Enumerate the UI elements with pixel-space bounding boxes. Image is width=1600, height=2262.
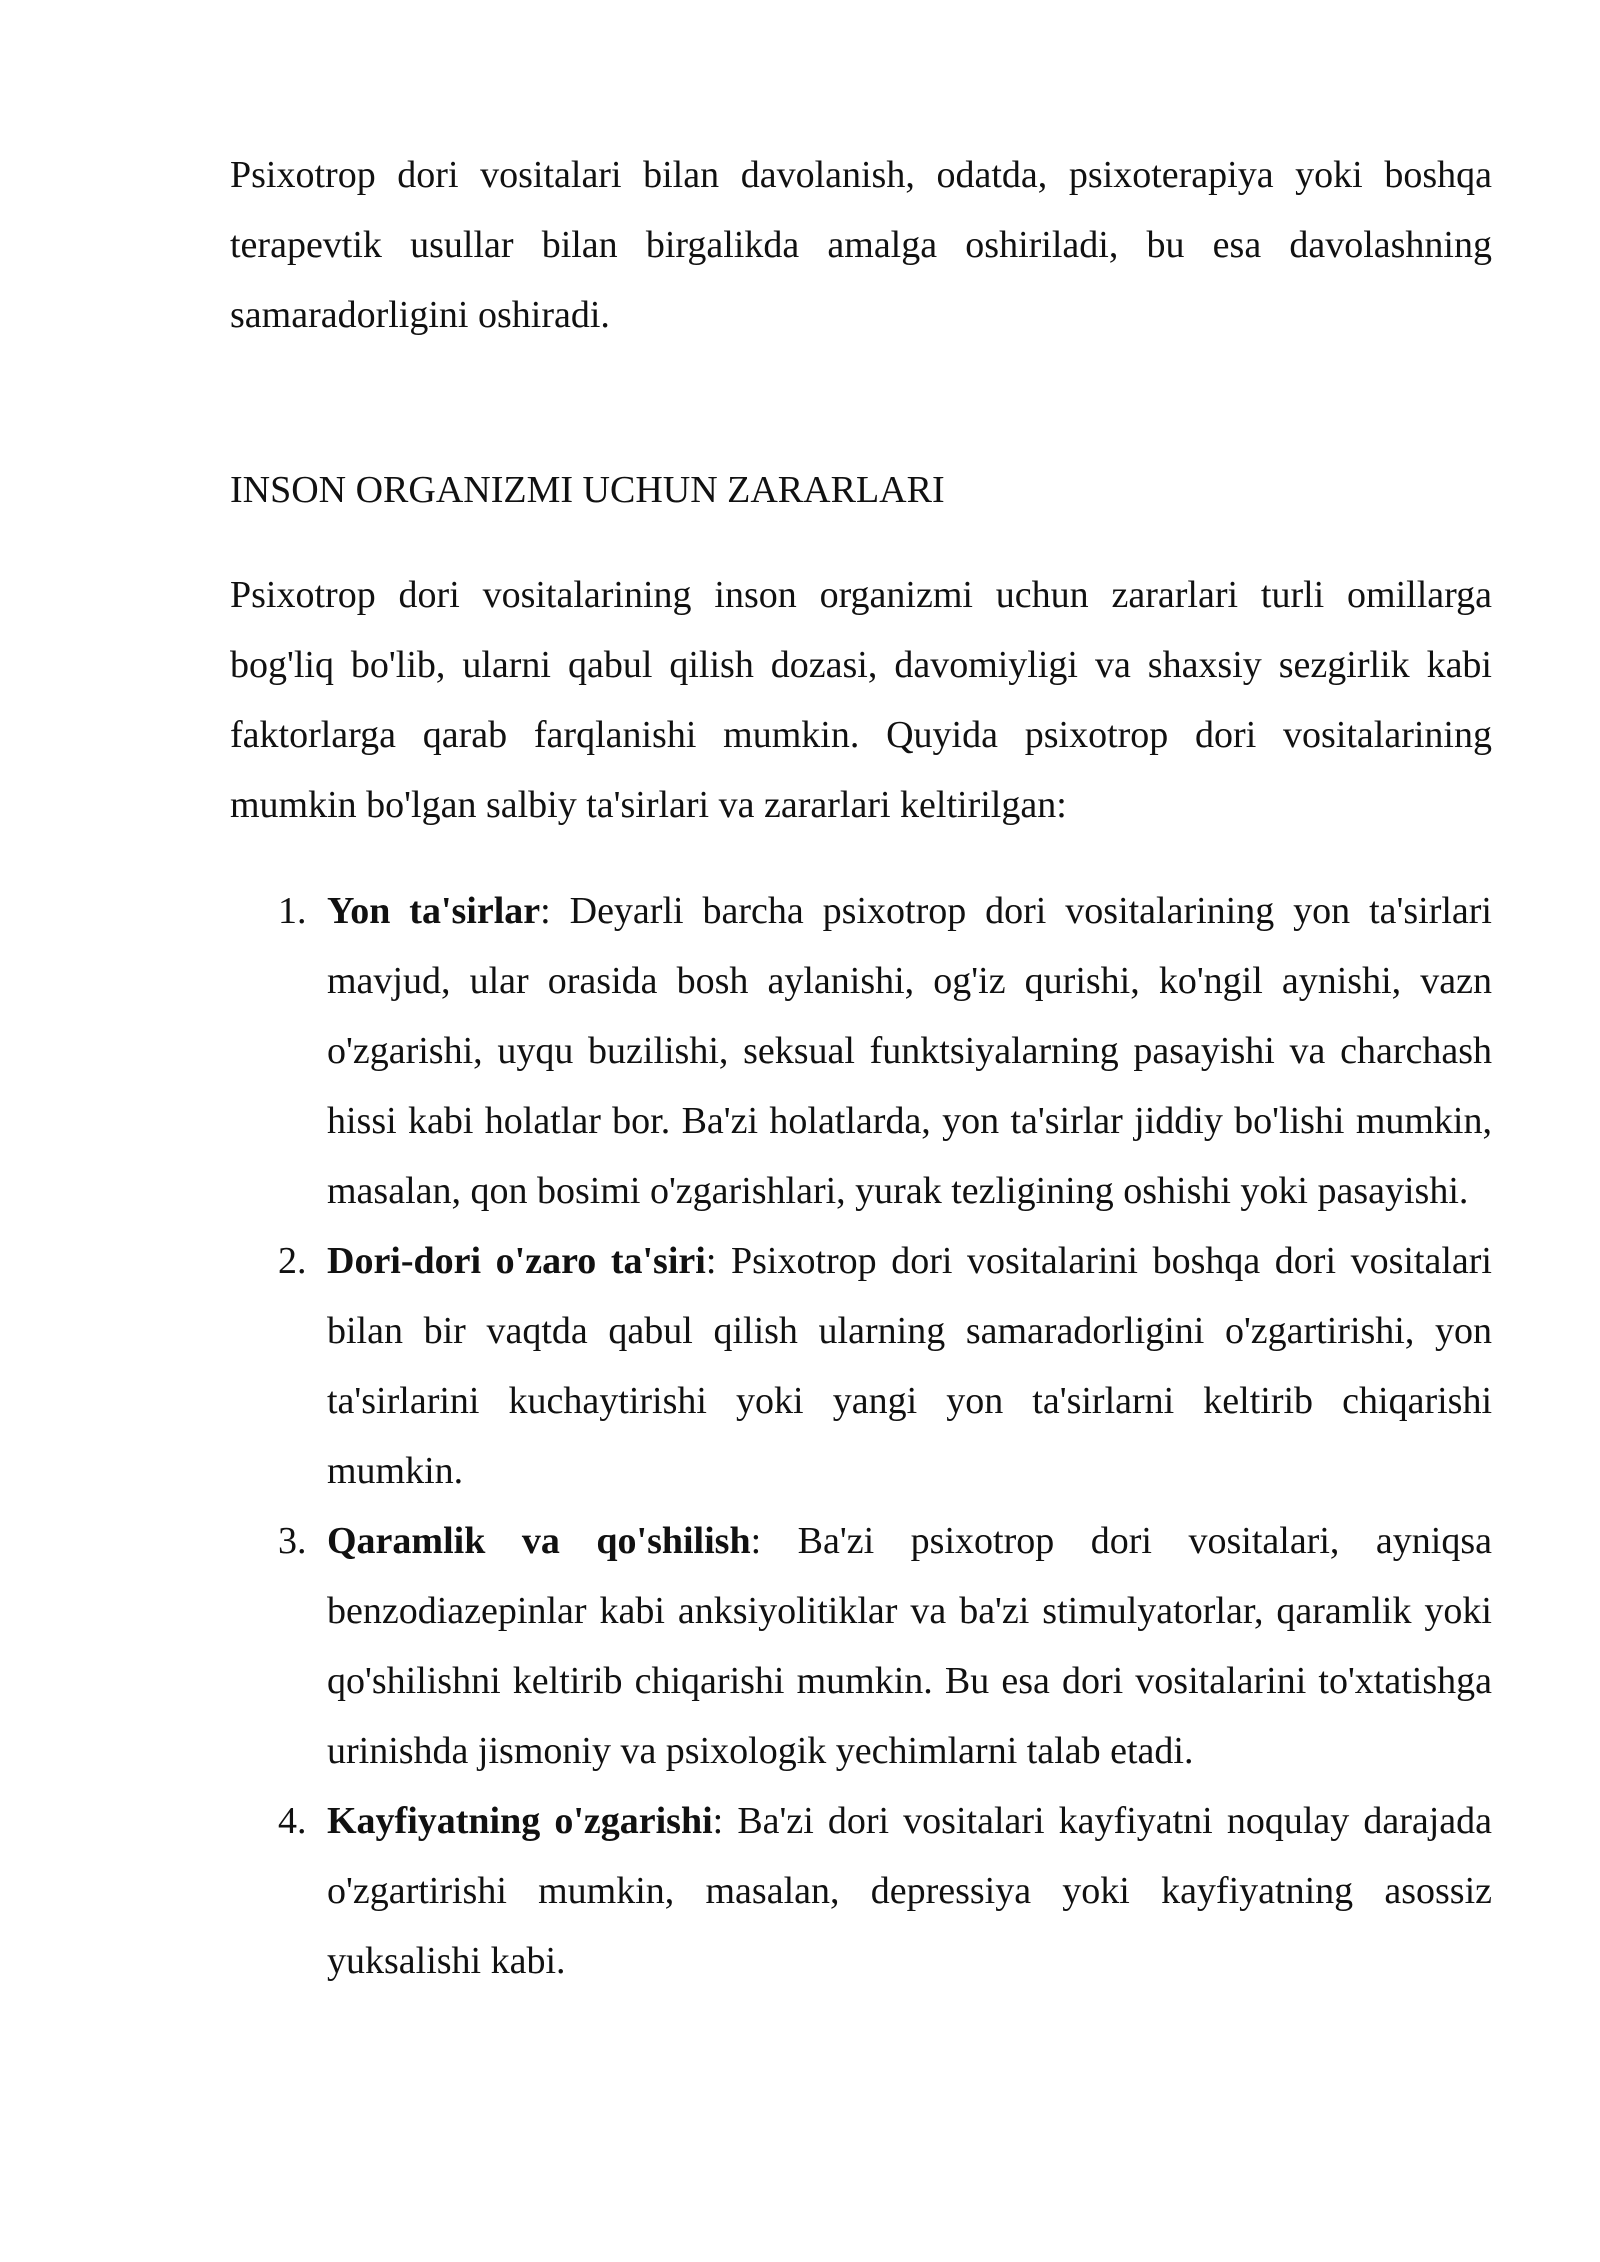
list-item-text: : Psixotrop dori vositalarini boshqa dori vositalari bilan bir vaqtda qabul qilish ularning samaradorligini o'zgartirishi, yon ta'sirlarini kuchaytirishi yoki yangi yon ta'sirlarni keltirib chiqarishi mumkin.	[327, 1240, 1492, 1492]
list-item-number: 4.	[278, 1800, 307, 1842]
list-item	[230, 1226, 1492, 1506]
list-item-text: : Ba'zi psixotrop dori vositalari, ayniqsa benzodiazepinlar kabi anksiyolitiklar va ba'zi stimulyatorlar, qaramlik yoki qo'shilishni keltirib chiqarishi mumkin. Bu esa dori vositalarini to'xtatishga urinishda jismoniy va psixologik yechimlarni talab etadi.	[327, 1520, 1492, 1772]
document-page	[230, 140, 1492, 1996]
list-item-number: 2.	[278, 1240, 307, 1282]
list-item	[230, 876, 1492, 1226]
list-item-text: : Ba'zi dori vositalari kayfiyatni noqulay darajada o'zgartirishi mumkin, masalan, depressiya yoki kayfiyatning asossiz yuksalishi kabi.	[327, 1800, 1492, 1982]
list-item-text: : Deyarli barcha psixotrop dori vositalarining yon ta'sirlari mavjud, ular orasida bosh aylanishi, og'iz qurishi, ko'ngil aynishi, vazn o'zgarishi, uyqu buzilishi, seksual funktsiyalarning pasayishi va charchash hissi kabi holatlar bor. Ba'zi holatlarda, yon ta'sirlar jiddiy bo'lishi mumkin, masalan, qon bosimi o'zgarishlari, yurak tezligining oshishi yoki pasayishi.	[327, 890, 1492, 1212]
list-item-number: 3.	[278, 1520, 307, 1562]
list-item-number: 1.	[278, 890, 307, 932]
list-item-term: Qaramlik va qo'shilish	[327, 1520, 751, 1562]
intro-paragraph: Psixotrop dori vositalari bilan davolanish, odatda, psixoterapiya yoki boshqa terapevtik usullar bilan birgalikda amalga oshiriladi, bu esa davolashning samaradorligini oshiradi.	[230, 154, 1492, 336]
list-item	[230, 1786, 1492, 1996]
list-item	[230, 1506, 1492, 1786]
section-heading: INSON ORGANIZMI UCHUN ZARARLARI	[230, 469, 945, 511]
list-item-term: Kayfiyatning o'zgarishi	[327, 1800, 713, 1842]
list-item-term: Yon ta'sirlar	[327, 890, 541, 932]
harms-list	[230, 876, 1492, 1996]
section-paragraph: Psixotrop dori vositalarining inson organizmi uchun zararlari turli omillarga bog'liq bo'lib, ularni qabul qilish dozasi, davomiyligi va shaxsiy sezgirlik kabi faktorlarga qarab farqlanishi mumkin. Quyida psixotrop dori vositalarining mumkin bo'lgan salbiy ta'sirlari va zararlari keltirilgan:	[230, 574, 1492, 826]
list-item-term: Dori-dori o'zaro ta'siri	[327, 1240, 706, 1282]
